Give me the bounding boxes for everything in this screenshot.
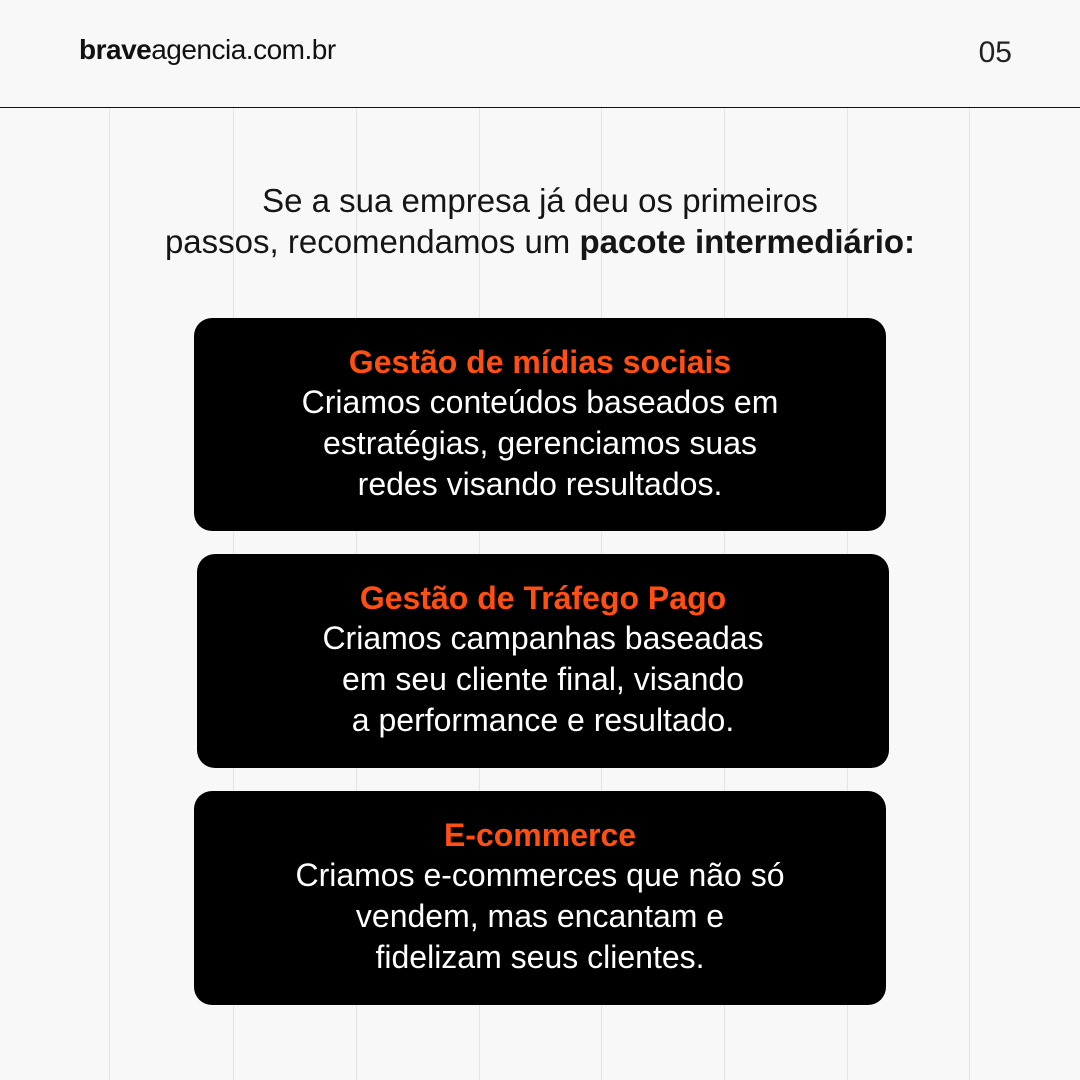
brand-domain: agencia.com.br — [151, 34, 336, 65]
service-title: E-commerce — [443, 817, 637, 853]
description-line: em seu cliente final, visando — [342, 661, 744, 697]
service-description — [194, 855, 886, 978]
description-line: a performance e resultado. — [351, 702, 735, 738]
description-line: vendem, mas encantam e — [355, 898, 725, 934]
intro-line-1: Se a sua empresa já deu os primeiros — [262, 182, 818, 219]
page-number: 05 — [978, 36, 1012, 69]
description-line: Criamos campanhas baseadas — [322, 620, 764, 656]
grid-line — [109, 0, 110, 1080]
intro-line-2-regular: passos, recomendamos um — [164, 223, 580, 260]
description-line: fidelizam seus clientes. — [375, 939, 705, 975]
description-line: estratégias, gerenciamos suas — [323, 425, 757, 461]
intro-text — [0, 180, 1080, 262]
grid-line — [969, 0, 970, 1080]
service-description — [197, 618, 889, 741]
service-title: Gestão de mídias sociais — [348, 344, 732, 380]
service-card-social-media — [194, 318, 886, 531]
service-title: Gestão de Tráfego Pago — [359, 580, 727, 616]
description-line: Criamos conteúdos baseados em — [301, 384, 779, 420]
intro-line-2 — [0, 221, 1080, 262]
brand-name-bold: brave — [79, 34, 152, 65]
description-line: redes visando resultados. — [357, 466, 723, 502]
service-card-ecommerce — [194, 791, 886, 1005]
description-line: Criamos e-commerces que não só — [295, 857, 785, 893]
brand-logo — [79, 36, 336, 64]
page-header — [0, 0, 1080, 108]
service-description — [194, 382, 886, 505]
service-card-paid-traffic — [197, 554, 889, 768]
intro-line-2-bold: pacote intermediário: — [579, 223, 916, 260]
